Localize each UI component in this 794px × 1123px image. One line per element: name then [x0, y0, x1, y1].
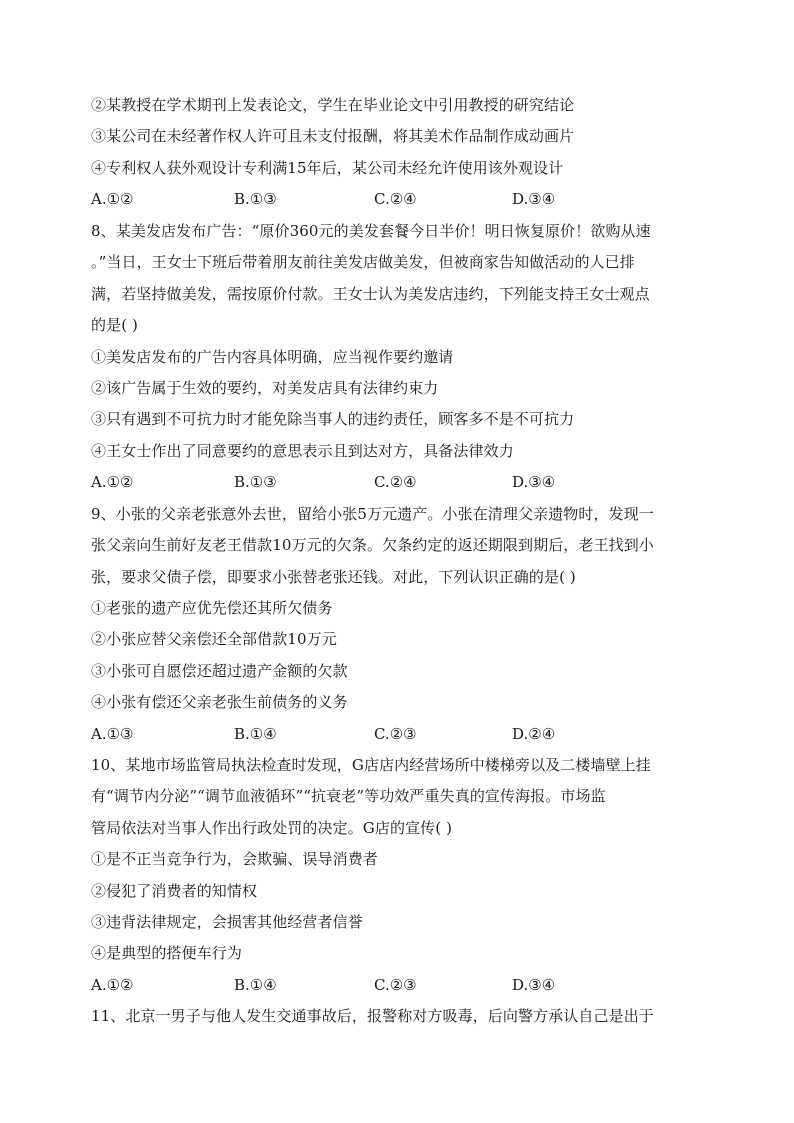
q9-options	[91, 724, 711, 744]
q8-option-a[interactable]: A.①②	[91, 473, 134, 491]
q7-options	[91, 189, 711, 209]
q10-stem-line-2: 有“调节内分泌”“调节血液循环”“抗衰老”等功效严重失真的宣传海报。市场监	[91, 787, 606, 805]
q8-item-4: ④王女士作出了同意要约的意思表示且到达对方，具备法律效力	[91, 442, 514, 460]
q10-option-a[interactable]: A.①②	[91, 976, 134, 994]
q10-option-d[interactable]: D.③④	[512, 976, 556, 994]
q10-item-4: ④是典型的搭便车行为	[91, 944, 243, 962]
q10-item-1: ①是不正当竞争行为，会欺骗、误导消费者	[91, 850, 378, 868]
q9-stem-line-2: 张父亲向生前好友老王借款10万元的欠条。欠条约定的返还期限到期后，老王找到小	[91, 536, 654, 554]
q8-stem-line-1: 8、某美发店发布广告：“原价360元的美发套餐今日半价！明日恢复原价！欲购从速	[91, 222, 651, 240]
q11-stem-line-1: 11、北京一男子与他人发生交通事故后，报警称对方吸毒，后向警方承认自己是出于	[91, 1007, 654, 1025]
q9-option-b[interactable]: B.①④	[234, 725, 277, 743]
q9-option-c[interactable]: C.②③	[374, 725, 417, 743]
q7-option-b[interactable]: B.①③	[234, 190, 277, 208]
q8-item-2: ②该广告属于生效的要约，对美发店具有法律约束力	[91, 379, 439, 397]
q9-option-a[interactable]: A.①③	[91, 725, 134, 743]
q9-stem-line-1: 9、小张的父亲老张意外去世，留给小张5万元遗产。小张在清理父亲遗物时，发现一	[91, 505, 654, 523]
q10-stem-line-3: 管局依法对当事人作出行政处罚的决定。G店的宣传( )	[91, 819, 453, 837]
q9-item-4: ④小张有偿还父亲老张生前债务的义务	[91, 693, 348, 711]
q7-option-d[interactable]: D.③④	[512, 190, 556, 208]
q10-item-2: ②侵犯了消费者的知情权	[91, 882, 258, 900]
q8-item-3: ③只有遇到不可抗力时才能免除当事人的违约责任，顾客多不是不可抗力	[91, 410, 575, 428]
q10-options	[91, 975, 711, 995]
q9-stem-line-3: 张，要求父债子偿，即要求小张替老张还钱。对此，下列认识正确的是( )	[91, 568, 576, 586]
q8-stem-line-3: 满，若坚持做美发，需按原价付款。王女士认为美发店违约，下列能支持王女士观点	[91, 285, 650, 303]
q10-item-3: ③违背法律规定，会损害其他经营者信誉	[91, 913, 363, 931]
q8-stem-line-2: 。”当日，王女士下班后带着朋友前往美发店做美发，但被商家告知做活动的人已排	[91, 253, 635, 271]
q8-option-b[interactable]: B.①③	[234, 473, 277, 491]
q7-item-2: ②某教授在学术期刊上发表论文，学生在毕业论文中引用教授的研究结论	[91, 96, 575, 114]
q8-option-c[interactable]: C.②④	[374, 473, 417, 491]
q9-item-3: ③小张可自愿偿还超过遗产金额的欠款	[91, 662, 348, 680]
q7-option-a[interactable]: A.①②	[91, 190, 134, 208]
q9-item-2: ②小张应替父亲偿还全部借款10万元	[91, 630, 337, 648]
q10-option-c[interactable]: C.②③	[374, 976, 417, 994]
q7-option-c[interactable]: C.②④	[374, 190, 417, 208]
q9-option-d[interactable]: D.②④	[512, 725, 556, 743]
q10-option-b[interactable]: B.①④	[234, 976, 277, 994]
q8-item-1: ①美发店发布的广告内容具体明确，应当视作要约邀请	[91, 348, 454, 366]
q8-options	[91, 472, 711, 492]
q9-item-1: ①老张的遗产应优先偿还其所欠债务	[91, 599, 333, 617]
q10-stem-line-1: 10、某地市场监管局执法检查时发现，G店店内经营场所中楼梯旁以及二楼墙壁上挂	[91, 756, 651, 774]
q7-item-3: ③某公司在未经著作权人许可且未支付报酬，将其美术作品制作成动画片	[91, 127, 575, 145]
q7-item-4: ④专利权人获外观设计专利满15年后，某公司未经允许使用该外观设计	[91, 159, 564, 177]
q8-option-d[interactable]: D.③④	[512, 473, 556, 491]
q8-stem-line-4: 的是( )	[91, 316, 138, 334]
